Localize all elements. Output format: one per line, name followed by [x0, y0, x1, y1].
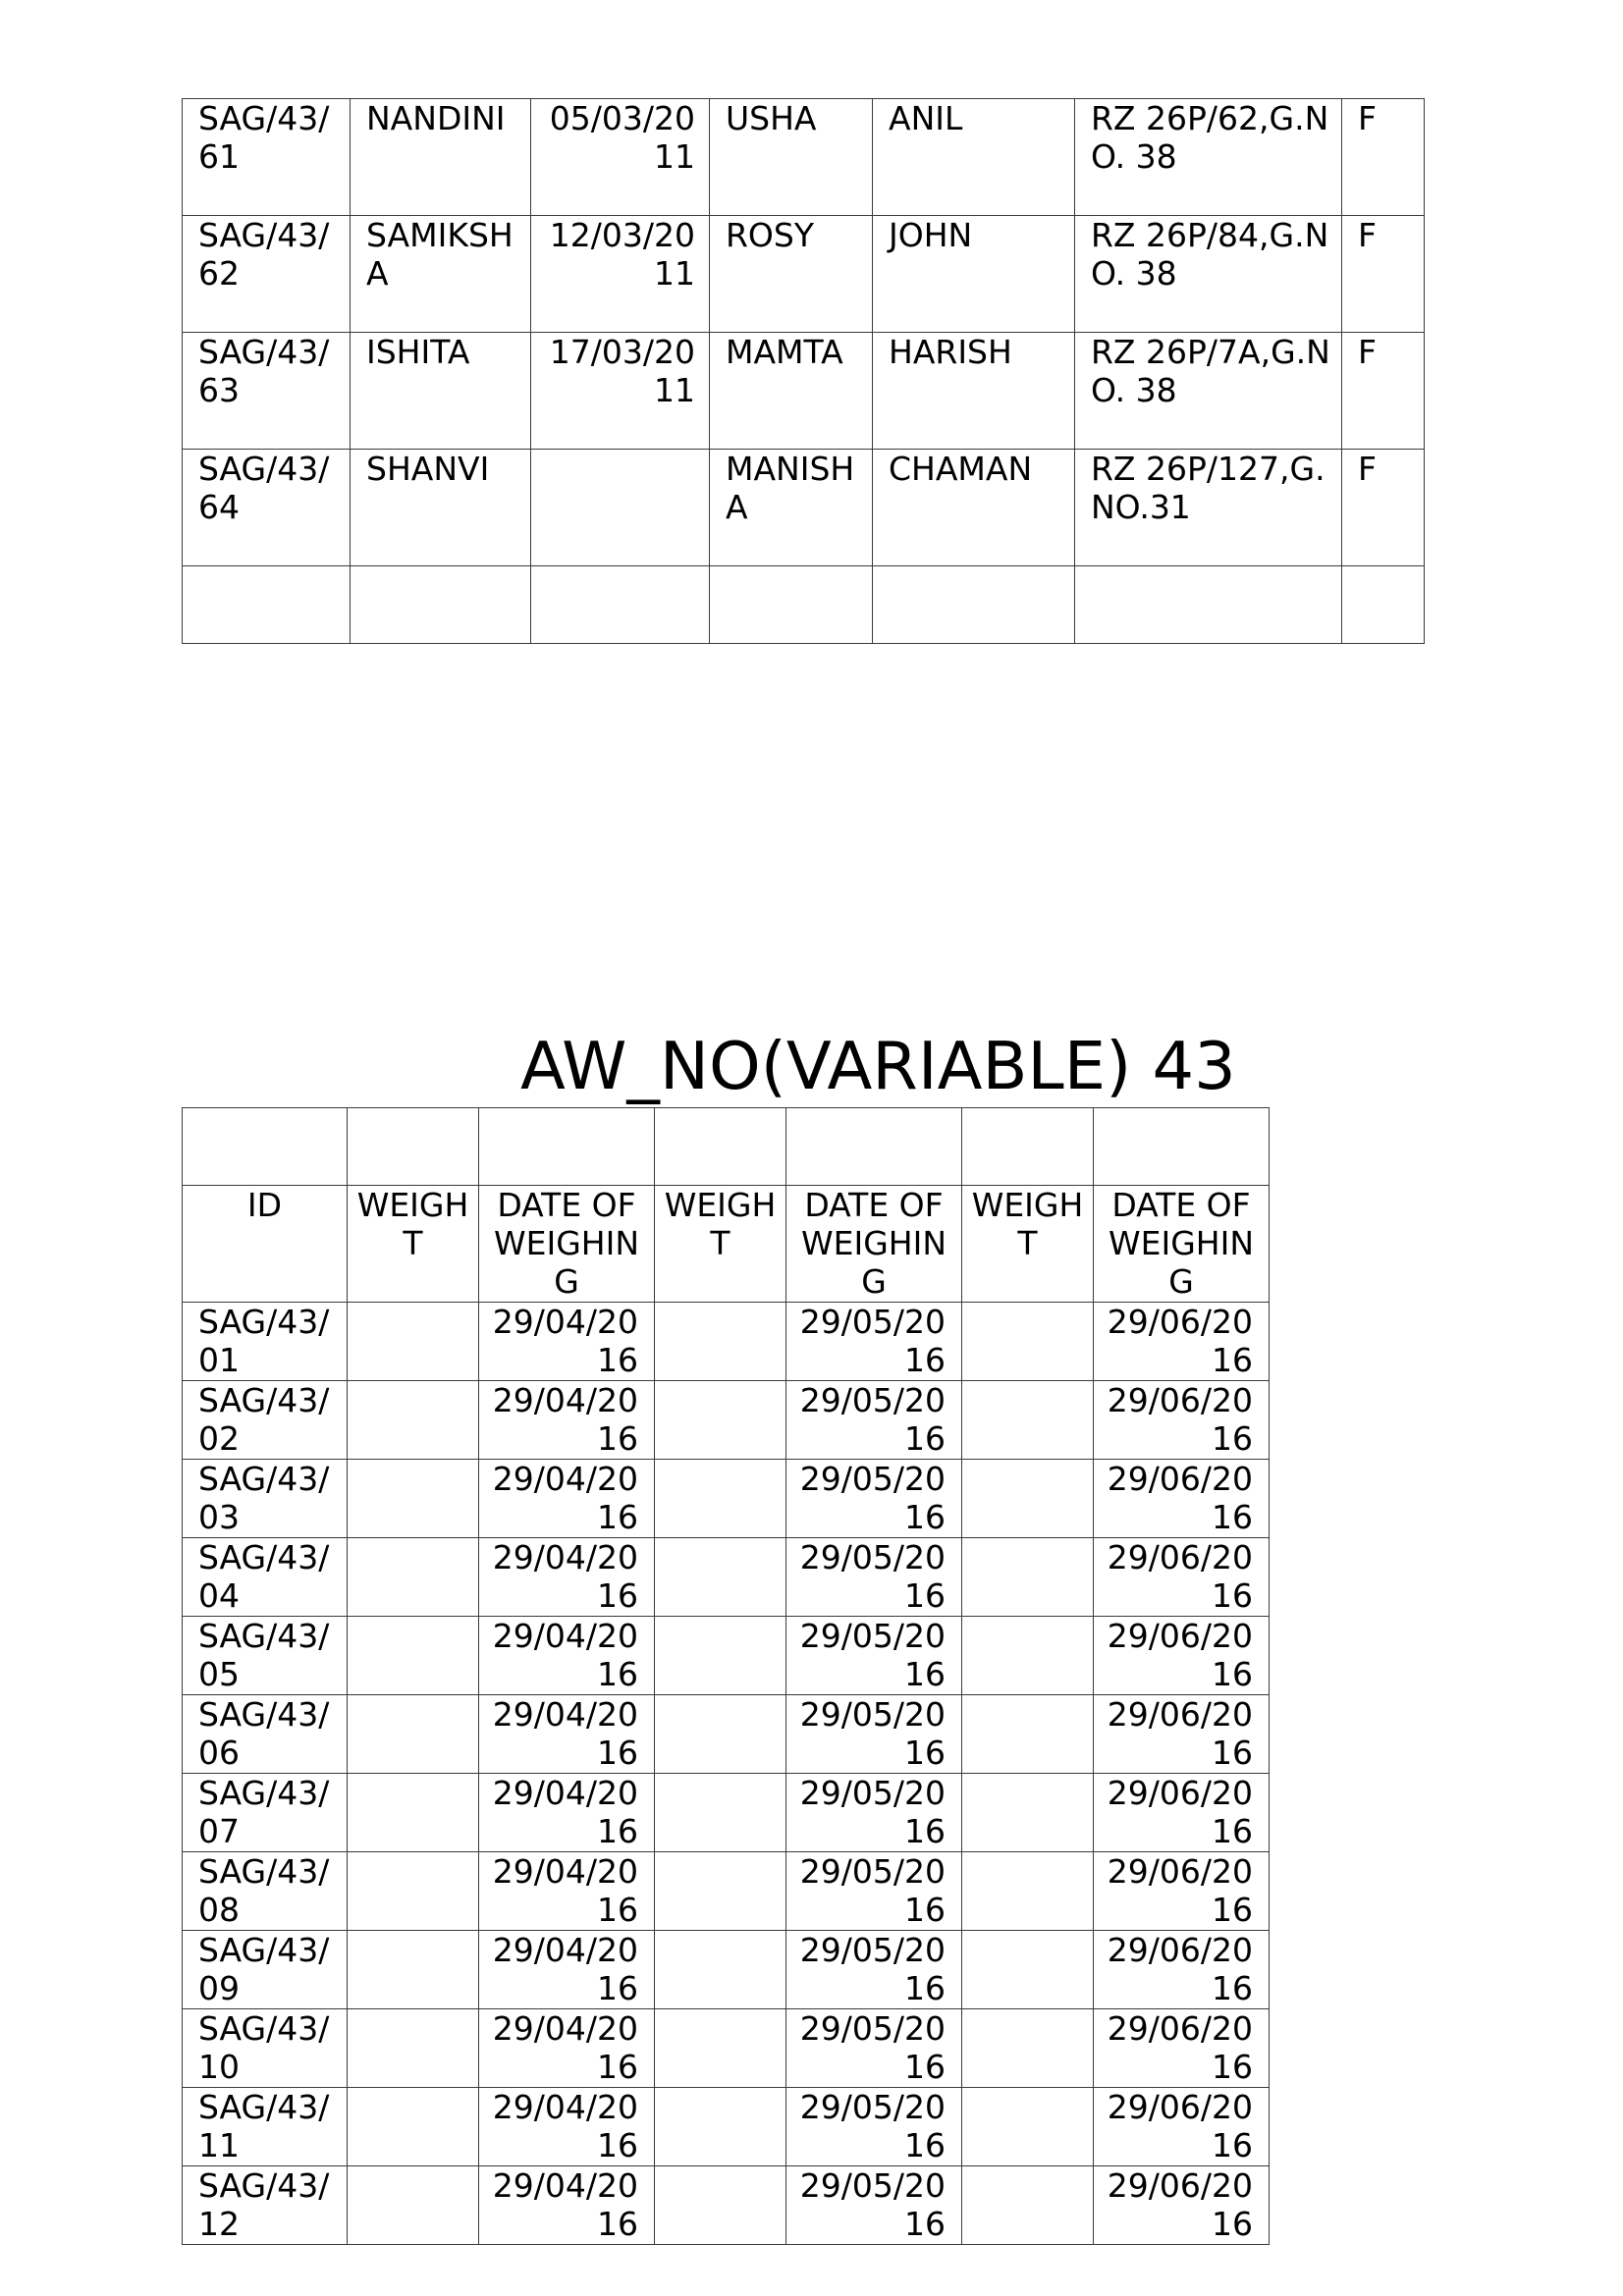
child-id: SAG/43/61 — [183, 99, 351, 216]
date-3: 29/06/2016 — [1094, 2009, 1270, 2088]
weight-3 — [962, 1852, 1094, 1931]
date-1: 29/04/2016 — [479, 2009, 655, 2088]
header-weight-3: WEIGHT — [962, 1186, 1094, 1303]
table-row — [183, 1381, 1270, 1460]
row-id: SAG/43/03 — [183, 1460, 348, 1538]
table-row — [183, 2088, 1270, 2166]
table-row — [183, 216, 1425, 333]
table-row — [183, 1303, 1270, 1381]
sex: F — [1342, 333, 1425, 450]
date-1: 29/04/2016 — [479, 1460, 655, 1538]
empty-cell — [351, 566, 531, 644]
date-1: 29/04/2016 — [479, 1931, 655, 2009]
date-2: 29/05/2016 — [786, 1852, 962, 1931]
child-id: SAG/43/64 — [183, 450, 351, 566]
mother-name: MANISHA — [710, 450, 873, 566]
weight-2 — [655, 1852, 786, 1931]
weight-1 — [348, 1774, 479, 1852]
address: RZ 26P/84,G.NO. 38 — [1075, 216, 1342, 333]
table-row — [183, 1617, 1270, 1695]
weight-1 — [348, 1931, 479, 2009]
empty-cell — [479, 1108, 655, 1186]
table-row — [183, 1538, 1270, 1617]
date-1: 29/04/2016 — [479, 1303, 655, 1381]
empty-cell — [531, 566, 710, 644]
weight-3 — [962, 2009, 1094, 2088]
row-id: SAG/43/11 — [183, 2088, 348, 2166]
table-row — [183, 1852, 1270, 1931]
weight-1 — [348, 2088, 479, 2166]
date-2: 29/05/2016 — [786, 2088, 962, 2166]
weight-2 — [655, 1460, 786, 1538]
child-dob: 17/03/2011 — [531, 333, 710, 450]
weight-3 — [962, 1617, 1094, 1695]
date-2: 29/05/2016 — [786, 1460, 962, 1538]
header-row — [183, 1186, 1270, 1303]
row-id: SAG/43/10 — [183, 2009, 348, 2088]
child-dob — [531, 450, 710, 566]
child-dob: 05/03/2011 — [531, 99, 710, 216]
weight-1 — [348, 2009, 479, 2088]
weight-2 — [655, 1931, 786, 2009]
date-2: 29/05/2016 — [786, 1617, 962, 1695]
weight-3 — [962, 1538, 1094, 1617]
child-name: ISHITA — [351, 333, 531, 450]
weight-3 — [962, 1695, 1094, 1774]
empty-cell — [348, 1108, 479, 1186]
row-id: SAG/43/01 — [183, 1303, 348, 1381]
weight-table — [182, 1107, 1270, 2245]
date-3: 29/06/2016 — [1094, 1774, 1270, 1852]
row-id: SAG/43/05 — [183, 1617, 348, 1695]
weight-1 — [348, 2166, 479, 2245]
address: RZ 26P/7A,G.NO. 38 — [1075, 333, 1342, 450]
weight-3 — [962, 2166, 1094, 2245]
weight-3 — [962, 1303, 1094, 1381]
address: RZ 26P/127,G.NO.31 — [1075, 450, 1342, 566]
weight-2 — [655, 2009, 786, 2088]
weight-3 — [962, 1931, 1094, 2009]
date-3: 29/06/2016 — [1094, 1695, 1270, 1774]
weight-3 — [962, 1460, 1094, 1538]
empty-row — [183, 566, 1425, 644]
child-name: NANDINI — [351, 99, 531, 216]
address: RZ 26P/62,G.NO. 38 — [1075, 99, 1342, 216]
date-1: 29/04/2016 — [479, 1538, 655, 1617]
father-name: HARISH — [873, 333, 1075, 450]
date-1: 29/04/2016 — [479, 2166, 655, 2245]
empty-cell — [1342, 566, 1425, 644]
row-id: SAG/43/12 — [183, 2166, 348, 2245]
weight-3 — [962, 2088, 1094, 2166]
empty-cell — [1094, 1108, 1270, 1186]
date-2: 29/05/2016 — [786, 2009, 962, 2088]
empty-cell — [183, 1108, 348, 1186]
date-3: 29/06/2016 — [1094, 1460, 1270, 1538]
child-id: SAG/43/63 — [183, 333, 351, 450]
empty-cell — [183, 566, 351, 644]
empty-cell — [1075, 566, 1342, 644]
date-2: 29/05/2016 — [786, 2166, 962, 2245]
table-row — [183, 99, 1425, 216]
children-table — [182, 98, 1425, 644]
date-1: 29/04/2016 — [479, 1695, 655, 1774]
empty-cell — [655, 1108, 786, 1186]
empty-cell — [786, 1108, 962, 1186]
weight-3 — [962, 1381, 1094, 1460]
father-name: JOHN — [873, 216, 1075, 333]
table-row — [183, 1931, 1270, 2009]
date-3: 29/06/2016 — [1094, 2166, 1270, 2245]
row-id: SAG/43/06 — [183, 1695, 348, 1774]
weight-2 — [655, 2088, 786, 2166]
date-2: 29/05/2016 — [786, 1695, 962, 1774]
date-1: 29/04/2016 — [479, 1617, 655, 1695]
date-3: 29/06/2016 — [1094, 1381, 1270, 1460]
header-weight-2: WEIGHT — [655, 1186, 786, 1303]
weight-1 — [348, 1303, 479, 1381]
father-name: CHAMAN — [873, 450, 1075, 566]
header-date-1: DATE OF WEIGHING — [479, 1186, 655, 1303]
date-2: 29/05/2016 — [786, 1931, 962, 2009]
date-3: 29/06/2016 — [1094, 2088, 1270, 2166]
date-3: 29/06/2016 — [1094, 1852, 1270, 1931]
date-1: 29/04/2016 — [479, 1381, 655, 1460]
weight-1 — [348, 1381, 479, 1460]
weight-1 — [348, 1852, 479, 1931]
weight-1 — [348, 1617, 479, 1695]
child-id: SAG/43/62 — [183, 216, 351, 333]
father-name: ANIL — [873, 99, 1075, 216]
weight-1 — [348, 1460, 479, 1538]
row-id: SAG/43/09 — [183, 1931, 348, 2009]
date-2: 29/05/2016 — [786, 1538, 962, 1617]
child-name: SHANVI — [351, 450, 531, 566]
mother-name: ROSY — [710, 216, 873, 333]
mother-name: USHA — [710, 99, 873, 216]
weight-2 — [655, 2166, 786, 2245]
table-row — [183, 1460, 1270, 1538]
table-row — [183, 2166, 1270, 2245]
section-title: AW_NO(VARIABLE) 43 — [520, 1028, 1236, 1104]
sex: F — [1342, 450, 1425, 566]
date-2: 29/05/2016 — [786, 1303, 962, 1381]
table-row — [183, 333, 1425, 450]
weight-2 — [655, 1695, 786, 1774]
sex: F — [1342, 99, 1425, 216]
date-2: 29/05/2016 — [786, 1381, 962, 1460]
header-weight-1: WEIGHT — [348, 1186, 479, 1303]
date-2: 29/05/2016 — [786, 1774, 962, 1852]
child-name: SAMIKSHA — [351, 216, 531, 333]
row-id: SAG/43/08 — [183, 1852, 348, 1931]
weight-2 — [655, 1774, 786, 1852]
table-row — [183, 450, 1425, 566]
weight-3 — [962, 1774, 1094, 1852]
row-id: SAG/43/07 — [183, 1774, 348, 1852]
mother-name: MAMTA — [710, 333, 873, 450]
weight-2 — [655, 1381, 786, 1460]
header-date-2: DATE OF WEIGHING — [786, 1186, 962, 1303]
table-row — [183, 2009, 1270, 2088]
table-row — [183, 1695, 1270, 1774]
weight-1 — [348, 1538, 479, 1617]
child-dob: 12/03/2011 — [531, 216, 710, 333]
date-1: 29/04/2016 — [479, 1852, 655, 1931]
empty-cell — [962, 1108, 1094, 1186]
empty-cell — [873, 566, 1075, 644]
header-id: ID — [183, 1186, 348, 1303]
header-date-3: DATE OF WEIGHING — [1094, 1186, 1270, 1303]
weight-2 — [655, 1617, 786, 1695]
date-3: 29/06/2016 — [1094, 1617, 1270, 1695]
date-1: 29/04/2016 — [479, 2088, 655, 2166]
sex: F — [1342, 216, 1425, 333]
table-row — [183, 1774, 1270, 1852]
empty-cell — [710, 566, 873, 644]
row-id: SAG/43/02 — [183, 1381, 348, 1460]
weight-2 — [655, 1538, 786, 1617]
date-3: 29/06/2016 — [1094, 1538, 1270, 1617]
date-3: 29/06/2016 — [1094, 1303, 1270, 1381]
weight-2 — [655, 1303, 786, 1381]
date-1: 29/04/2016 — [479, 1774, 655, 1852]
row-id: SAG/43/04 — [183, 1538, 348, 1617]
weight-1 — [348, 1695, 479, 1774]
date-3: 29/06/2016 — [1094, 1931, 1270, 2009]
blank-row — [183, 1108, 1270, 1186]
